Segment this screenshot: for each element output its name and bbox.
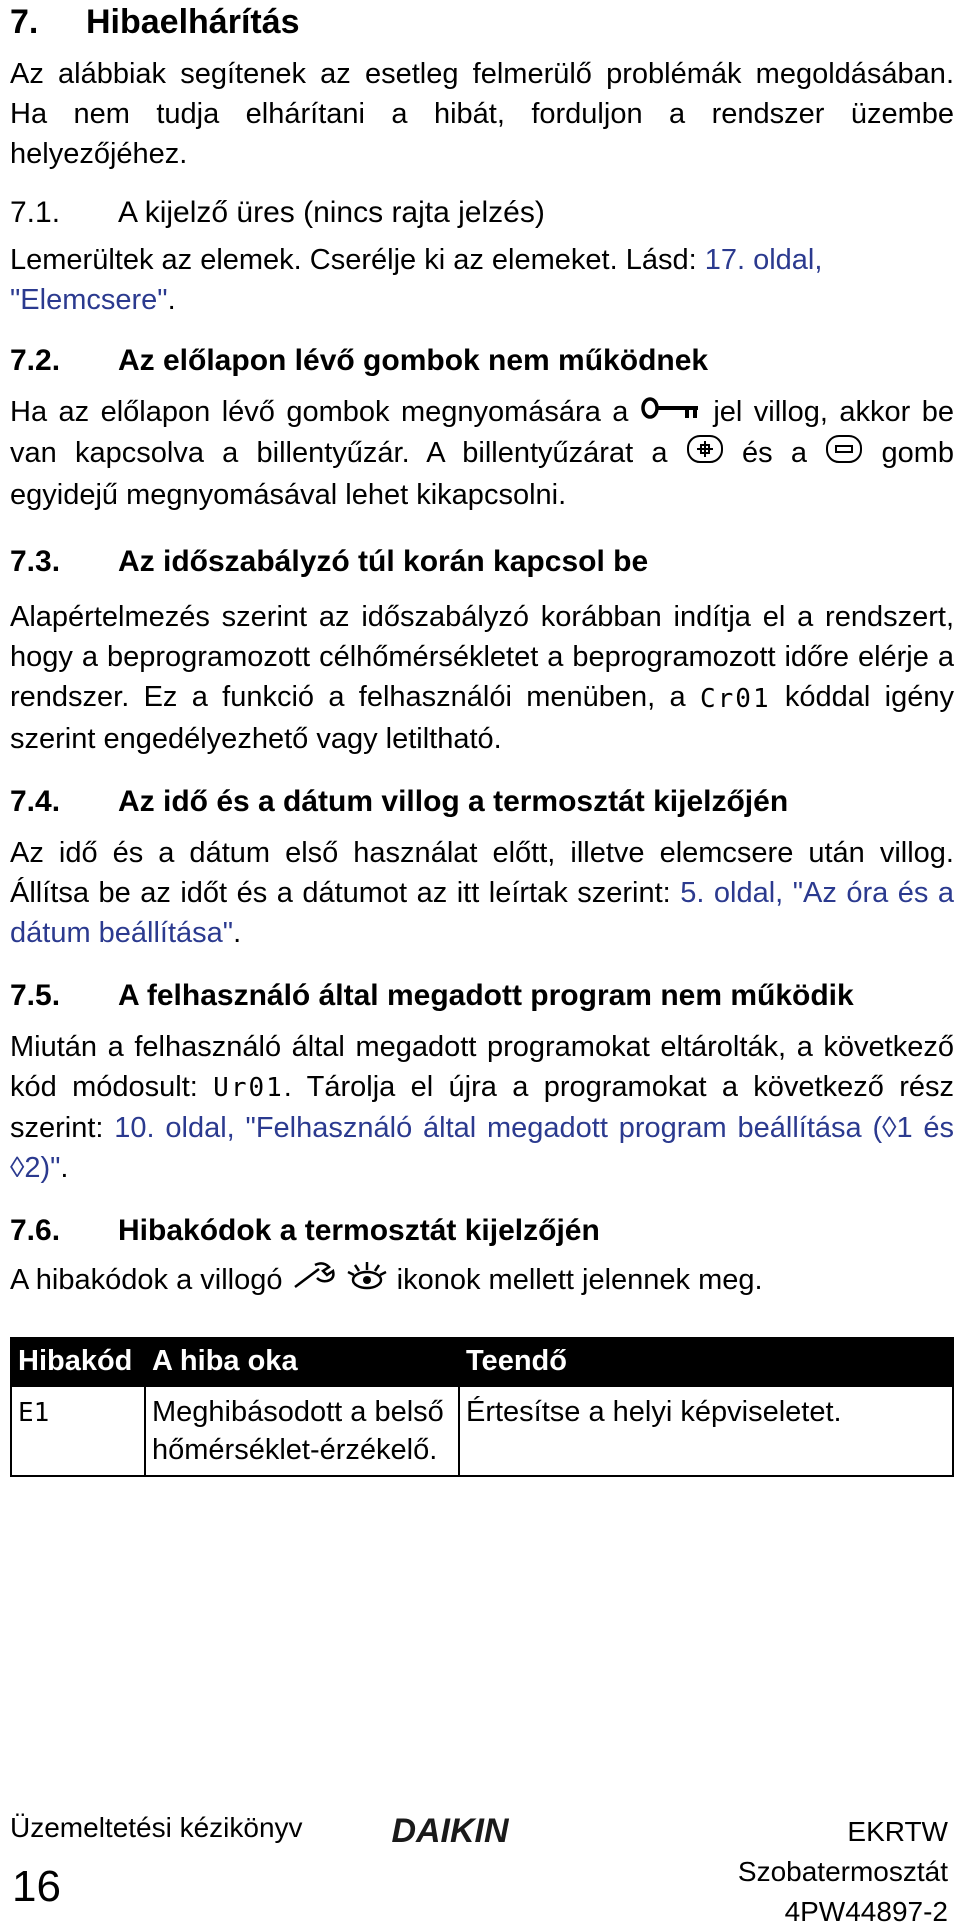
flashing-indicator-icon (345, 1260, 389, 1303)
plus-button-icon (686, 434, 724, 475)
table-cell-code (11, 1386, 145, 1476)
daikin-logo (360, 1812, 540, 1853)
subsection-number: 7.5. (10, 978, 61, 1012)
lcd-code-e1: E1 (18, 1397, 50, 1428)
subsection-title-text: Az időszabályzó túl korán kapcsol be (118, 545, 649, 579)
subsection-title-text: Az idő és a dátum villog a termosztát kijelzőjén (118, 784, 789, 818)
page-number: 16 (12, 1862, 61, 1911)
subsection-7-5-title (10, 977, 954, 1015)
error-code-table (10, 1337, 954, 1477)
paragraph-text: Az idő és a dátum első használat előtt, illetve elemcsere után villog. Állítsa be az időt és a dátumot az itt leírtak szerint: (10, 836, 954, 909)
subsection-number: 7.6. (10, 1213, 61, 1247)
page-link[interactable]: 10. oldal, "Felhasználó által megadott program beállítása (◊1 és ◊2)" (10, 1111, 955, 1184)
subsection-number: 7.1. (10, 196, 61, 229)
page-link[interactable]: 5. oldal, "Az óra és a dátum beállítása" (10, 876, 954, 949)
paragraph-text: . Tárolja el újra a programokat a következő rész szerint: (10, 1070, 954, 1144)
paragraph-text: kóddal igény szerint engedélyezhető vagy letiltható. (10, 681, 955, 755)
page-footer (10, 1800, 954, 1927)
model-code: EKRTW (847, 1816, 948, 1847)
lcd-code-ur01: Ur01 (213, 1072, 284, 1103)
subsection-7-3-text (10, 597, 954, 758)
subsection-7-3-title (10, 543, 954, 581)
svg-text:DAIKIN: DAIKIN (391, 1812, 509, 1848)
wrench-icon (291, 1261, 337, 1302)
document-number: 4PW44897-2 (784, 1896, 948, 1927)
subsection-title-text: Hibakódok a termosztát kijelzőjén (118, 1213, 600, 1247)
subsection-7-1-text (10, 240, 954, 320)
subsection-7-6-title (10, 1212, 954, 1250)
intro-paragraph: Az alábbiak segítenek az esetleg felmerülő problémák megoldásában. Ha nem tudja elhárítani a hibát, forduljon a rendszer üzembe helyezőjéhez. (10, 58, 954, 170)
subsection-7-2-title (10, 342, 954, 380)
paragraph-text: gomb egyidejű megnyomásával lehet kikapcsolni. (10, 437, 954, 512)
paragraph-text: Alapértelmezés szerint az időszabályzó korábban indítja el a rendszert, hogy a beprogramozott célhőmérsékletet a beprogramozott időre elérje a rendszer. Ez a funkció a felhasználói menüben, a (10, 601, 954, 714)
subsection-7-1-title (10, 194, 954, 232)
subsection-number: 7.4. (10, 784, 61, 818)
subsection-7-4-title (10, 783, 954, 821)
subsection-7-4-text (10, 833, 954, 953)
paragraph-text: A hibakódok a villogó (10, 1264, 283, 1297)
minus-button-icon (825, 434, 863, 475)
product-name: Szobatermosztát (737, 1856, 948, 1887)
paragraph-text: és a (741, 437, 807, 470)
footer-product-info (738, 1812, 948, 1932)
paragraph-text: Ha az előlapon lévő gombok megnyomására a (10, 396, 629, 428)
section-title (10, 0, 954, 42)
paragraph-text: ikonok mellett jelennek meg. (396, 1264, 763, 1297)
paragraph-text: Lemerültek az elemek. Cserélje ki az elemeket. Lásd: (10, 244, 705, 276)
subsection-title-text: A felhasználó által megadott program nem működik (118, 978, 854, 1012)
table-header-code: Hibakód (11, 1338, 145, 1386)
page (10, 0, 954, 1477)
subsection-number: 7.3. (10, 545, 61, 579)
paragraph-text: jel villog, akkor be van kapcsolva a billentyűzár. A billentyűzárat a (10, 396, 954, 470)
table-header-action: Teendő (459, 1338, 953, 1386)
subsection-7-5-text (10, 1027, 954, 1188)
subsection-7-2-text (10, 392, 954, 515)
paragraph-end: . (233, 916, 242, 949)
paragraph-end: . (167, 284, 176, 316)
page-link[interactable]: 17. oldal, "Elemcsere" (10, 244, 823, 316)
subsection-title-text: Az előlapon lévő gombok nem működnek (118, 344, 709, 377)
paragraph-end: . (60, 1151, 69, 1184)
subsection-title-text: A kijelző üres (nincs rajta jelzés) (118, 196, 545, 229)
table-row (11, 1386, 953, 1476)
table-header-row (11, 1338, 953, 1386)
subsection-number: 7.2. (10, 344, 61, 377)
section-number: 7. (10, 3, 39, 41)
table-header-cause: A hiba oka (145, 1338, 459, 1386)
lcd-code-cr01: Cr01 (699, 683, 771, 714)
key-lock-icon (640, 393, 702, 433)
table-cell-cause: Meghibásodott a belső hőmérséklet-érzékelő. (145, 1386, 459, 1476)
subsection-7-6-text (10, 1260, 954, 1303)
section-title-text: Hibaelhárítás (86, 3, 300, 41)
paragraph-text: Miután a felhasználó által megadott programokat eltárolták, a következő kód módosult: (10, 1030, 954, 1103)
table-cell-action: Értesítse a helyi képviseletet. (459, 1386, 953, 1476)
manual-title: Üzemeltetési kézikönyv (10, 1812, 303, 1843)
